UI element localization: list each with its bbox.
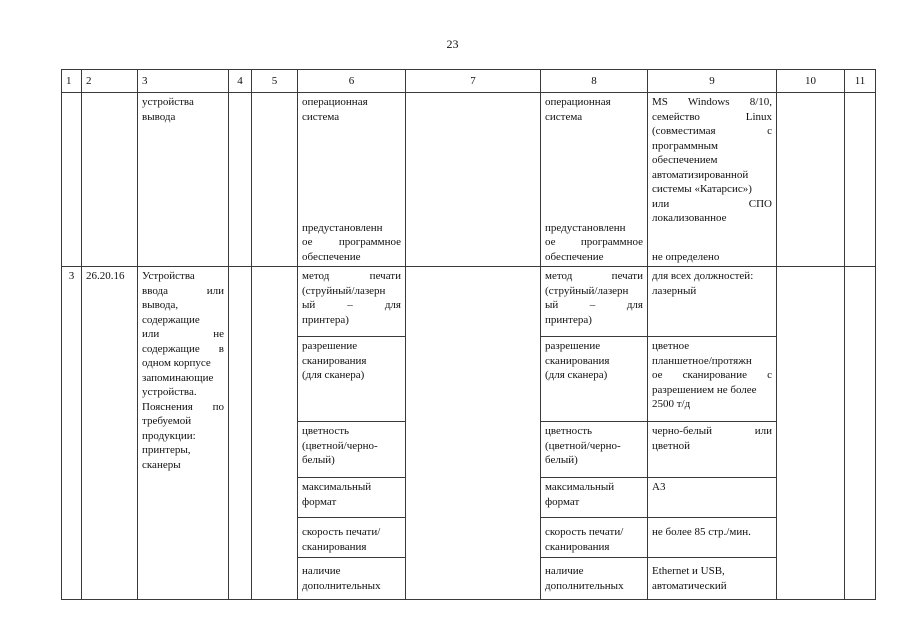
cell-line: автоматизированной <box>652 168 749 181</box>
cell-line: обеспечение <box>302 250 361 263</box>
cell-line: устройства. <box>142 386 197 398</box>
value-cell <box>648 267 777 337</box>
cell-line: максимальный <box>302 481 372 493</box>
param-cell <box>298 267 406 337</box>
table-cell <box>777 267 845 600</box>
cell-line: или СПО <box>652 197 772 210</box>
cell-line: Ethernet и USB, <box>652 565 725 577</box>
cell-line: планшетное/протяжн <box>652 354 752 367</box>
header-cell: 11 <box>845 70 876 93</box>
value-cell <box>648 478 777 518</box>
cell-line: цветность <box>545 425 593 437</box>
cell-line: разрешение <box>302 340 358 352</box>
cell-line: содержащие <box>142 313 200 326</box>
cell-line: предустановленн <box>302 221 383 234</box>
value-cell <box>648 422 777 478</box>
table-cell <box>777 93 845 267</box>
cell-line: содержащие в <box>142 342 224 355</box>
cell-line: ввода или <box>142 284 224 297</box>
cell-line: метод печати <box>302 270 401 282</box>
cell-line: не определено <box>652 250 720 263</box>
header-cell: 5 <box>252 70 298 93</box>
cell-line: А3 <box>652 481 666 493</box>
cell-line: дополнительных <box>545 579 624 592</box>
cell-line: (для сканера) <box>545 369 608 381</box>
header-cell: 9 <box>648 70 777 93</box>
cell-line: система <box>545 110 583 123</box>
table-cell <box>406 267 541 600</box>
cell-line: цветность <box>302 425 350 437</box>
cell-line: (цветной/черно- <box>545 439 621 452</box>
cell-line: разрешение <box>545 340 601 352</box>
table-cell <box>845 93 876 267</box>
cell-line: белый) <box>302 454 335 466</box>
param-cell <box>541 478 648 518</box>
cell-line: метод печати <box>545 270 643 282</box>
device-name-cell <box>138 267 229 600</box>
cell-line: принтеры, <box>142 444 191 456</box>
cell-line: вывода <box>142 110 176 123</box>
param-cell <box>298 337 406 422</box>
cell-line: для всех должностей: <box>652 270 754 282</box>
cell-line: разрешением не более <box>652 383 757 396</box>
cell-line: максимальный <box>545 481 615 493</box>
header-cell: 3 <box>138 70 229 93</box>
cell-line: (струйный/лазерн <box>302 284 386 297</box>
cell-line: устройства <box>142 96 194 108</box>
cell-line: ое сканирование с <box>652 369 772 381</box>
value-cell <box>648 558 777 600</box>
cell-line: формат <box>545 495 580 508</box>
cell-line: MS Windows 8/10, <box>652 96 772 108</box>
cell-line: скорость печати/ <box>302 526 381 538</box>
cell-line: программным <box>652 139 718 152</box>
page-number: 23 <box>446 37 459 51</box>
cell-line: (струйный/лазерн <box>545 284 629 297</box>
param-cell <box>298 478 406 518</box>
cell-line: ое программное <box>302 236 401 248</box>
cell-line: белый) <box>545 454 578 466</box>
cell-line: обеспечением <box>652 154 718 166</box>
cell-line: (совместимая с <box>652 125 772 137</box>
cell-line: 2500 т/д <box>652 398 691 410</box>
table-cell <box>229 93 252 267</box>
param-cell <box>541 93 648 267</box>
param-cell <box>298 93 406 267</box>
table-cell <box>252 93 298 267</box>
cell-line: предустановленн <box>545 221 626 234</box>
param-cell <box>541 422 648 478</box>
cell-line: формат <box>302 495 337 508</box>
cell-line: сканирования <box>545 540 610 553</box>
cell-line: Устройства <box>142 270 195 282</box>
cell-line: или не <box>142 328 224 340</box>
specification-table <box>61 69 876 600</box>
cell-line: принтера) <box>545 313 592 326</box>
cell-line: операционная <box>302 96 368 108</box>
cell-line: цветное <box>652 340 690 352</box>
cell-line: (цветной/черно- <box>302 439 378 452</box>
cell-line: семейство Linux <box>652 110 772 123</box>
param-cell <box>541 267 648 337</box>
table-cell <box>845 267 876 600</box>
header-cell: 7 <box>406 70 541 93</box>
device-name-cell <box>138 93 229 267</box>
cell-line: вывода, <box>142 299 179 311</box>
cell-line: не более 85 стр./мин. <box>652 526 751 538</box>
param-cell <box>298 518 406 558</box>
cell-line: (для сканера) <box>302 369 365 381</box>
header-cell: 4 <box>229 70 252 93</box>
cell-line: обеспечение <box>545 250 604 263</box>
table-row <box>62 93 876 267</box>
param-cell <box>541 558 648 600</box>
table-cell <box>82 93 138 267</box>
table-cell <box>229 267 252 600</box>
cell-line: ое программное <box>545 236 643 248</box>
cell-line: запоминающие <box>142 371 214 384</box>
cell-line: системы «Катарсис») <box>652 183 752 195</box>
param-cell <box>541 337 648 422</box>
header-cell: 1 <box>62 70 82 93</box>
table-cell <box>252 267 298 600</box>
cell-line: сканирования <box>302 354 367 367</box>
value-cell <box>648 337 777 422</box>
cell-line: черно-белый или <box>652 425 772 437</box>
header-cell: 8 <box>541 70 648 93</box>
code-cell: 26.20.16 <box>82 267 138 600</box>
header-cell: 6 <box>298 70 406 93</box>
table-row <box>62 267 876 337</box>
cell-line: требуемой <box>142 415 192 427</box>
cell-line: скорость печати/ <box>545 526 624 538</box>
cell-line: лазерный <box>652 284 697 297</box>
param-cell <box>298 558 406 600</box>
param-cell <box>541 518 648 558</box>
cell-line: наличие <box>545 565 584 577</box>
cell-line: продукции: <box>142 429 196 442</box>
cell-line: сканеры <box>142 458 181 471</box>
param-cell <box>298 422 406 478</box>
cell-line: Пояснения по <box>142 400 224 413</box>
cell-line: система <box>302 110 340 123</box>
cell-line: дополнительных <box>302 579 381 592</box>
cell-line: локализованное <box>652 212 727 224</box>
cell-line: одном корпусе <box>142 357 211 369</box>
table-cell <box>62 93 82 267</box>
value-cell <box>648 518 777 558</box>
header-row <box>62 70 876 93</box>
cell-line: сканирования <box>302 540 367 553</box>
cell-line: цветной <box>652 439 690 452</box>
table-cell <box>406 93 541 267</box>
cell-line: принтера) <box>302 313 349 326</box>
header-cell: 10 <box>777 70 845 93</box>
header-cell: 2 <box>82 70 138 93</box>
cell-line: операционная <box>545 96 611 108</box>
cell-line: ый – для <box>545 299 643 311</box>
row-number-cell: 3 <box>62 267 82 600</box>
value-cell <box>648 93 777 267</box>
cell-line: наличие <box>302 565 341 577</box>
cell-line: ый – для <box>302 299 401 311</box>
cell-line: сканирования <box>545 354 610 367</box>
cell-line: автоматический <box>652 579 727 592</box>
